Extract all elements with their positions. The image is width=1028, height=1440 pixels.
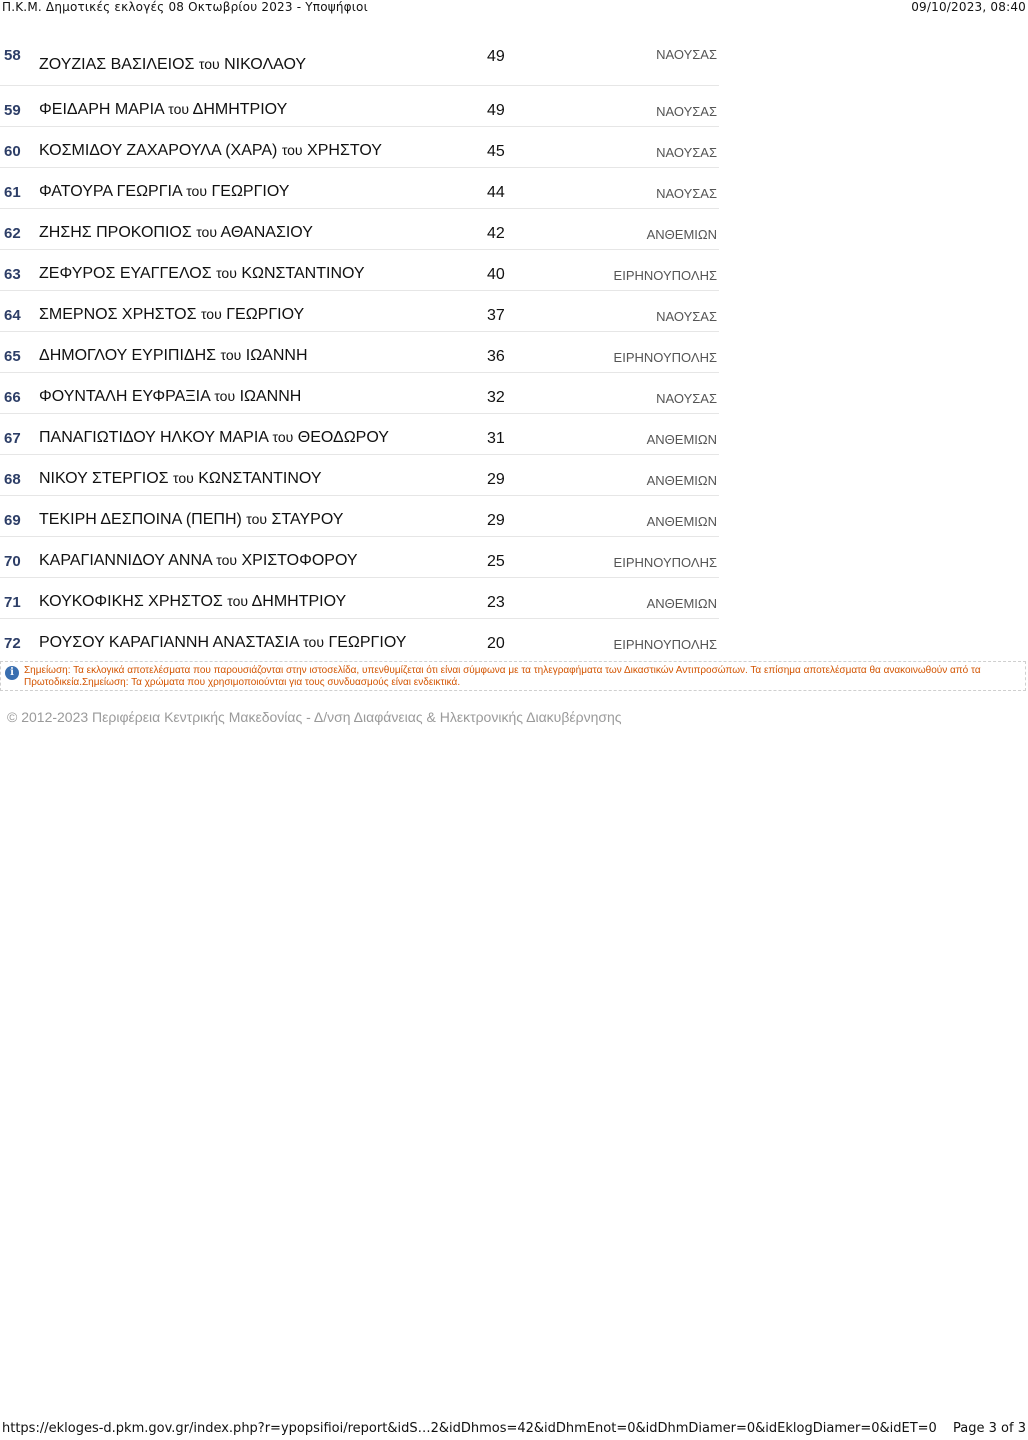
candidate-patronymic: ΧΡΗΣΤΟΥ	[307, 142, 382, 159]
patronymic-prefix: του	[281, 142, 303, 158]
candidate-rank: 64	[4, 307, 21, 324]
candidate-rank: 60	[4, 143, 21, 160]
candidate-patronymic: ΔΗΜΗΤΡΙΟΥ	[251, 593, 347, 610]
candidate-patronymic: ΓΕΩΡΓΙΟΥ	[211, 183, 290, 200]
candidate-votes: 40	[487, 266, 505, 283]
candidate-district: ΝΑΟΥΣΑΣ	[656, 145, 717, 160]
candidate-rank: 67	[4, 430, 21, 447]
candidate-patronymic: ΔΗΜΗΤΡΙΟΥ	[192, 101, 288, 118]
candidate-rank: 70	[4, 553, 21, 570]
candidate-rank: 61	[4, 184, 21, 201]
notice-text: Σημείωση: Τα εκλογικά αποτελέσματα που παρουσιάζονται στην ιστοσελίδα, υπενθυμίζεται ότι είναι σύμφωνα με τα τηλεγραφήματα των Δικαστικών Αντιπροσώπων. Τα επίσημα αποτελέσματα θα ανακοινωθούν από τα Πρωτοδικεία.Σημείωση: Τα χρώματα που χρησιμοποιούνται για τους συνδυασμούς είναι ενδεικτικά.	[24, 665, 981, 688]
candidate-row	[0, 373, 719, 414]
candidate-patronymic: ΚΩΝΣΤΑΝΤΙΝΟΥ	[198, 470, 322, 487]
candidate-name	[39, 142, 382, 160]
candidate-surname-given: ΡΟΥΣΟΥ ΚΑΡΑΓΙΑΝΝΗ ΑΝΑΣΤΑΣΙΑ	[39, 634, 299, 651]
candidate-votes: 49	[487, 48, 505, 65]
patronymic-prefix: του	[220, 347, 242, 363]
candidate-rank: 71	[4, 594, 21, 611]
candidate-surname-given: ΚΟΥΚΟΦΙΚΗΣ ΧΡΗΣΤΟΣ	[39, 593, 223, 610]
print-header	[0, 0, 1028, 16]
candidate-row	[0, 619, 719, 659]
candidate-name	[39, 511, 343, 529]
candidate-patronymic: ΑΘΑΝΑΣΙΟΥ	[220, 224, 313, 241]
candidate-surname-given: ΖΟΥΖΙΑΣ ΒΑΣΙΛΕΙΟΣ	[39, 56, 195, 73]
candidate-votes: 32	[487, 389, 505, 406]
patronymic-prefix: του	[173, 470, 194, 486]
candidate-name	[39, 347, 308, 365]
candidate-surname-given: ΔΗΜΟΓΛΟΥ ΕΥΡΙΠΙΔΗΣ	[39, 347, 217, 364]
candidate-row	[0, 332, 719, 373]
info-icon: i	[5, 666, 19, 680]
candidate-name	[39, 224, 313, 242]
candidate-name	[39, 306, 304, 324]
candidate-row	[0, 127, 719, 168]
page-number: Page 3 of 3	[953, 1421, 1026, 1436]
candidate-name	[39, 388, 301, 406]
candidate-district: ΝΑΟΥΣΑΣ	[656, 104, 717, 119]
candidate-patronymic: ΘΕΟΔΩΡΟΥ	[297, 429, 389, 446]
candidate-patronymic: ΚΩΝΣΤΑΝΤΙΝΟΥ	[241, 265, 365, 282]
candidate-row	[0, 414, 719, 455]
patronymic-prefix: του	[214, 388, 236, 404]
candidate-votes: 36	[487, 348, 505, 365]
copyright-footer: © 2012-2023 Περιφέρεια Κεντρικής Μακεδονίας - Δ/νση Διαφάνειας & Ηλεκτρονικής Διακυβέρνησης	[7, 709, 622, 725]
candidate-surname-given: ΚΑΡΑΓΙΑΝΝΙΔΟΥ ΑΝΝΑ	[39, 552, 212, 569]
candidate-votes: 42	[487, 225, 505, 242]
candidate-row	[0, 209, 719, 250]
candidate-surname-given: ΦΕΙΔΑΡΗ ΜΑΡΙΑ	[39, 101, 164, 118]
candidate-rank: 58	[4, 47, 21, 64]
candidate-row	[0, 537, 719, 578]
candidate-patronymic: ΓΕΩΡΓΙΟΥ	[226, 306, 305, 323]
candidate-district: ΝΑΟΥΣΑΣ	[656, 186, 717, 201]
patronymic-prefix: του	[227, 593, 249, 609]
candidate-surname-given: ΦΑΤΟΥΡΑ ΓΕΩΡΓΙΑ	[39, 183, 182, 200]
candidate-surname-given: ΖΕΦΥΡΟΣ ΕΥΑΓΓΕΛΟΣ	[39, 265, 212, 282]
candidate-district: ΑΝΘΕΜΙΩΝ	[646, 514, 717, 529]
patronymic-prefix: του	[200, 306, 222, 322]
candidate-district: ΝΑΟΥΣΑΣ	[656, 391, 717, 406]
candidate-district: ΕΙΡΗΝΟΥΠΟΛΗΣ	[613, 350, 717, 365]
candidate-district: ΑΝΘΕΜΙΩΝ	[646, 596, 717, 611]
candidate-name	[39, 634, 406, 652]
candidate-rank: 69	[4, 512, 21, 529]
candidate-patronymic: ΓΕΩΡΓΙΟΥ	[328, 634, 407, 651]
candidate-surname-given: ΖΗΣΗΣ ΠΡΟΚΟΠΙΟΣ	[39, 224, 192, 241]
patronymic-prefix: του	[303, 634, 324, 650]
candidate-votes: 49	[487, 102, 505, 119]
page-url: https://ekloges-d.pkm.gov.gr/index.php?r=ypopsifioi/report&idS…2&idDhmos=42&idDhmEnot=0&idDhmDiamer=0&idEklogDiamer=0&idET=0	[2, 1421, 937, 1436]
candidate-rank: 59	[4, 102, 21, 119]
candidate-name	[39, 470, 322, 488]
print-header-title: Π.Κ.Μ. Δημοτικές εκλογές 08 Οκτωβρίου 2023 - Υποψήφιοι	[2, 0, 368, 14]
candidate-name	[39, 183, 289, 201]
patronymic-prefix: του	[168, 101, 190, 117]
candidate-votes: 20	[487, 635, 505, 652]
patronymic-prefix: του	[272, 429, 294, 445]
patronymic-prefix: του	[196, 224, 217, 240]
candidate-row	[0, 168, 719, 209]
candidate-name	[39, 429, 389, 447]
print-footer	[0, 1421, 1028, 1437]
candidate-district: ΝΑΟΥΣΑΣ	[656, 47, 717, 62]
candidate-rank: 63	[4, 266, 21, 283]
candidate-row	[0, 578, 719, 619]
candidate-patronymic: ΣΤΑΥΡΟΥ	[271, 511, 344, 528]
candidate-surname-given: ΝΙΚΟΥ ΣΤΕΡΓΙΟΣ	[39, 470, 169, 487]
candidate-surname-given: ΤΕΚΙΡΗ ΔΕΣΠΟΙΝΑ (ΠΕΠΗ)	[39, 511, 242, 528]
candidate-patronymic: ΝΙΚΟΛΑΟΥ	[224, 56, 307, 73]
candidate-votes: 37	[487, 307, 505, 324]
candidate-votes: 29	[487, 471, 505, 488]
candidate-district: ΕΙΡΗΝΟΥΠΟΛΗΣ	[613, 637, 717, 652]
candidate-row	[0, 86, 719, 127]
candidate-name	[39, 101, 287, 119]
notice-box	[0, 661, 1026, 691]
candidate-rank: 62	[4, 225, 21, 242]
candidate-district: ΑΝΘΕΜΙΩΝ	[646, 473, 717, 488]
candidate-patronymic: ΧΡΙΣΤΟΦΟΡΟΥ	[241, 552, 358, 569]
candidate-rank: 66	[4, 389, 21, 406]
candidate-row	[0, 250, 719, 291]
candidate-votes: 31	[487, 430, 505, 447]
candidate-rank: 68	[4, 471, 21, 488]
candidate-name	[39, 552, 358, 570]
candidate-row	[0, 496, 719, 537]
patronymic-prefix: του	[246, 511, 268, 527]
candidate-surname-given: ΣΜΕΡΝΟΣ ΧΡΗΣΤΟΣ	[39, 306, 197, 323]
candidate-votes: 23	[487, 594, 505, 611]
print-header-datetime: 09/10/2023, 08:40	[911, 0, 1026, 14]
candidate-row	[0, 291, 719, 332]
candidate-district: ΕΙΡΗΝΟΥΠΟΛΗΣ	[613, 268, 717, 283]
patronymic-prefix: του	[216, 265, 237, 281]
candidate-patronymic: ΙΩΑΝΝΗ	[239, 388, 302, 405]
candidate-name	[39, 56, 306, 74]
patronymic-prefix: του	[186, 183, 207, 199]
candidate-district: ΝΑΟΥΣΑΣ	[656, 309, 717, 324]
candidate-district: ΑΝΘΕΜΙΩΝ	[646, 432, 717, 447]
candidate-row	[0, 35, 719, 86]
candidate-name	[39, 265, 365, 283]
candidate-surname-given: ΠΑΝΑΓΙΩΤΙΔΟΥ ΗΛΚΟΥ ΜΑΡΙΑ	[39, 429, 269, 446]
patronymic-prefix: του	[198, 56, 220, 72]
candidate-rank: 65	[4, 348, 21, 365]
candidate-district: ΑΝΘΕΜΙΩΝ	[646, 227, 717, 242]
candidate-surname-given: ΚΟΣΜΙΔΟΥ ΖΑΧΑΡΟΥΛΑ (ΧΑΡΑ)	[39, 142, 278, 159]
candidate-patronymic: ΙΩΑΝΝΗ	[245, 347, 308, 364]
candidate-name	[39, 593, 346, 611]
candidate-votes: 29	[487, 512, 505, 529]
candidate-surname-given: ΦΟΥΝΤΑΛΗ ΕΥΦΡΑΞΙΑ	[39, 388, 210, 405]
candidate-votes: 45	[487, 143, 505, 160]
candidate-votes: 25	[487, 553, 505, 570]
candidate-district: ΕΙΡΗΝΟΥΠΟΛΗΣ	[613, 555, 717, 570]
candidate-row	[0, 455, 719, 496]
candidates-table	[0, 35, 719, 659]
patronymic-prefix: του	[216, 552, 238, 568]
candidate-rank: 72	[4, 635, 21, 652]
candidate-votes: 44	[487, 184, 505, 201]
